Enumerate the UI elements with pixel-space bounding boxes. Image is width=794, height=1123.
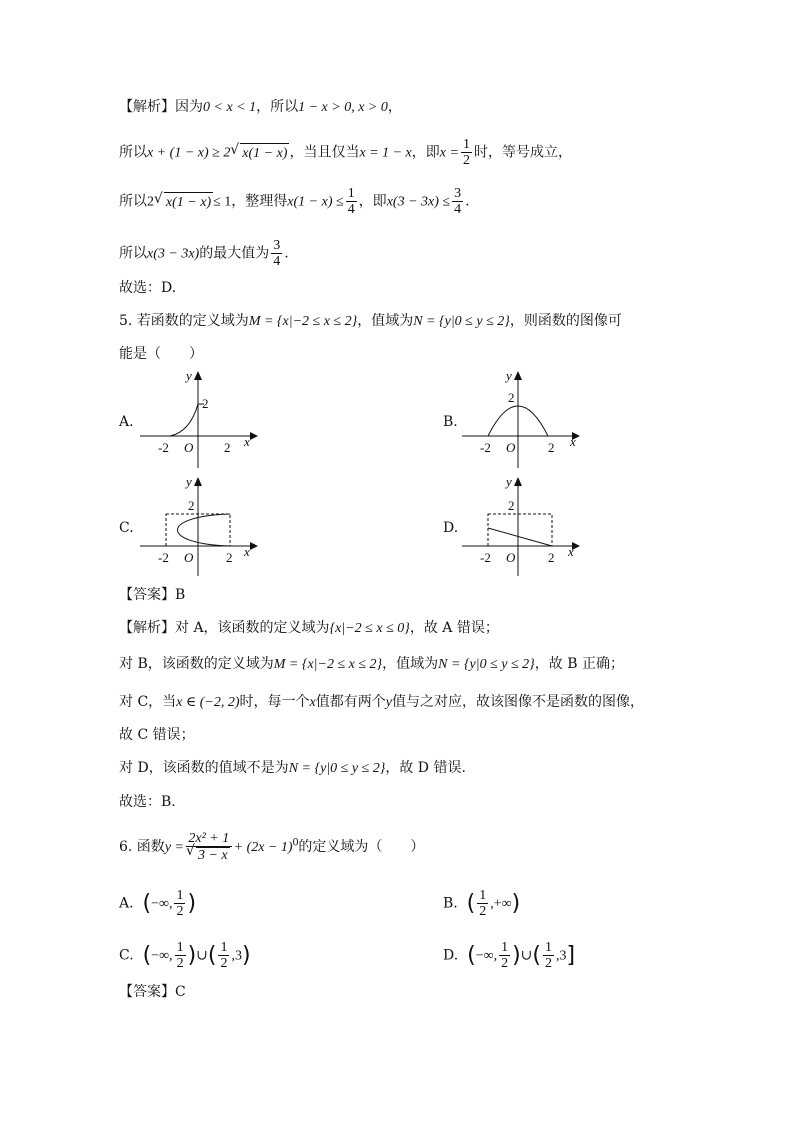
y-axis-arrow xyxy=(194,371,202,380)
q6-stem: 6. 函数y = 2x² + 1 √ 3 − x + $(2x - 1)^0$的定义域为（ ） xyxy=(119,831,424,863)
sol4-line3: 所以2 √ x(1 − x) ≤ 1，整理得x(1 − x) ≤ $\frac{1}{4}$ ，即x(3 − 3x) ≤ $\frac{3}{4}$ . xyxy=(119,186,470,217)
curve xyxy=(170,404,198,436)
fraction-three-quarters: $\frac{3}{4}$ xyxy=(454,186,462,217)
y-label: y xyxy=(506,474,512,489)
graph-a xyxy=(140,368,260,472)
ans6-line: 【答案】C xyxy=(119,984,186,1000)
origin-label: O xyxy=(506,550,516,565)
x-tick-neg2: -2 xyxy=(480,440,491,455)
y-label: y xyxy=(186,368,192,383)
y-axis-arrow xyxy=(194,477,202,486)
y-axis-arrow xyxy=(514,371,522,380)
x-label: x xyxy=(244,544,250,559)
q5-stem-line1: 5. 若函数的定义域为M = {x|−2 ≤ x ≤ 2}，值域为N = {y|0 ≤ y ≤ 2}，则函数的图像可 xyxy=(119,313,622,329)
graph-d xyxy=(462,474,582,578)
q5-stem-line2: 能是（ ） xyxy=(119,346,203,362)
x-tick-2: 2 xyxy=(548,550,555,565)
ans5-sol-c1: 对 C，当x ∈ (−2, 2)时，每一个x值都有两个y值与之对应，故该图像不是函数的图像， xyxy=(119,694,644,710)
fraction-half: $\frac{1}{2}$ xyxy=(462,137,470,168)
y-tick-label: 2 xyxy=(188,498,195,513)
graph-b xyxy=(462,368,582,472)
q6-option-c[interactable]: C. (−∞, $\frac{1}{2}$ )∪( $\frac{1}{2}$ ,3) xyxy=(119,940,251,971)
x-label: x xyxy=(244,434,250,449)
x-label: x xyxy=(568,544,574,559)
x-label: x xyxy=(570,434,576,449)
x-axis-arrow xyxy=(250,542,258,550)
q6-option-d[interactable]: D. (−∞, $\frac{1}{2}$ )∪( $\frac{1}{2}$ ,3] xyxy=(443,940,576,971)
q6-fraction: 2x² + 1 √ 3 − x xyxy=(186,831,232,863)
x-tick-neg2: -2 xyxy=(158,440,169,455)
x-tick-neg2: -2 xyxy=(480,550,491,565)
y-label: y xyxy=(506,368,512,383)
origin-label: O xyxy=(184,440,194,455)
graph-c xyxy=(140,474,260,578)
line-segment xyxy=(488,528,552,546)
q6-option-a[interactable]: A. (−∞, $\frac{1}{2}$ ) xyxy=(119,888,197,919)
sol4-line1: 【解析】因为0 < x < 1，所以1 − x > 0, x > 0， xyxy=(119,99,402,115)
sol4-line4: 所以x(3 − 3x)的最大值为 $\frac{3}{4}$ . xyxy=(119,238,289,269)
q5-option-b-label: B. xyxy=(443,414,458,430)
q5-option-d-label: D. xyxy=(443,520,459,536)
q6-option-b[interactable]: B. ( $\frac{1}{2}$ ,+∞) xyxy=(443,888,521,919)
sol4-choice: 故选：D. xyxy=(119,280,177,296)
x-tick-2: 2 xyxy=(224,440,231,455)
ans5-sol-b: 对 B，该函数的定义域为M = {x|−2 ≤ x ≤ 2}，值域为N = {y|0 ≤ y ≤ 2}，故 B 正确； xyxy=(119,656,624,672)
fraction-quarter: $\frac{1}{4}$ xyxy=(347,186,355,217)
fraction-three-quarters-max: $\frac{3}{4}$ xyxy=(273,238,281,269)
y-tick-label: 2 xyxy=(202,396,209,411)
y-axis-arrow xyxy=(514,477,522,486)
x-tick-neg2: -2 xyxy=(158,550,169,565)
ans5-sol-c2: 故 C 错误； xyxy=(119,727,195,743)
q5-option-c-label: C. xyxy=(119,520,134,536)
x-axis-arrow xyxy=(250,432,258,440)
dashed-box xyxy=(488,514,552,546)
x-tick-2: 2 xyxy=(226,550,233,565)
origin-label: O xyxy=(184,550,194,565)
origin-label: O xyxy=(506,440,516,455)
sol4-line2: 所以x + (1 − x) ≥ 2 √ x(1 − x) ，当且仅当x = 1 − x，即x = $\frac{1}{2}$ 时，等号成立， xyxy=(119,137,572,168)
x-tick-2: 2 xyxy=(548,440,555,455)
q5-option-a-label: A. xyxy=(119,414,134,430)
ans5-sol-a: 【解析】对 A，该函数的定义域为{x|−2 ≤ x ≤ 0}，故 A 错误； xyxy=(119,620,499,636)
ans5-choice: 故选：B. xyxy=(119,794,176,810)
curve xyxy=(178,514,231,546)
ans5-line: 【答案】B xyxy=(119,587,186,603)
y-tick-label: 2 xyxy=(508,390,515,405)
y-tick-label: 2 xyxy=(508,498,515,513)
ans5-sol-d: 对 D，该函数的值域不是为N = {y|0 ≤ y ≤ 2}，故 D 错误. xyxy=(119,760,466,776)
y-label: y xyxy=(186,474,192,489)
